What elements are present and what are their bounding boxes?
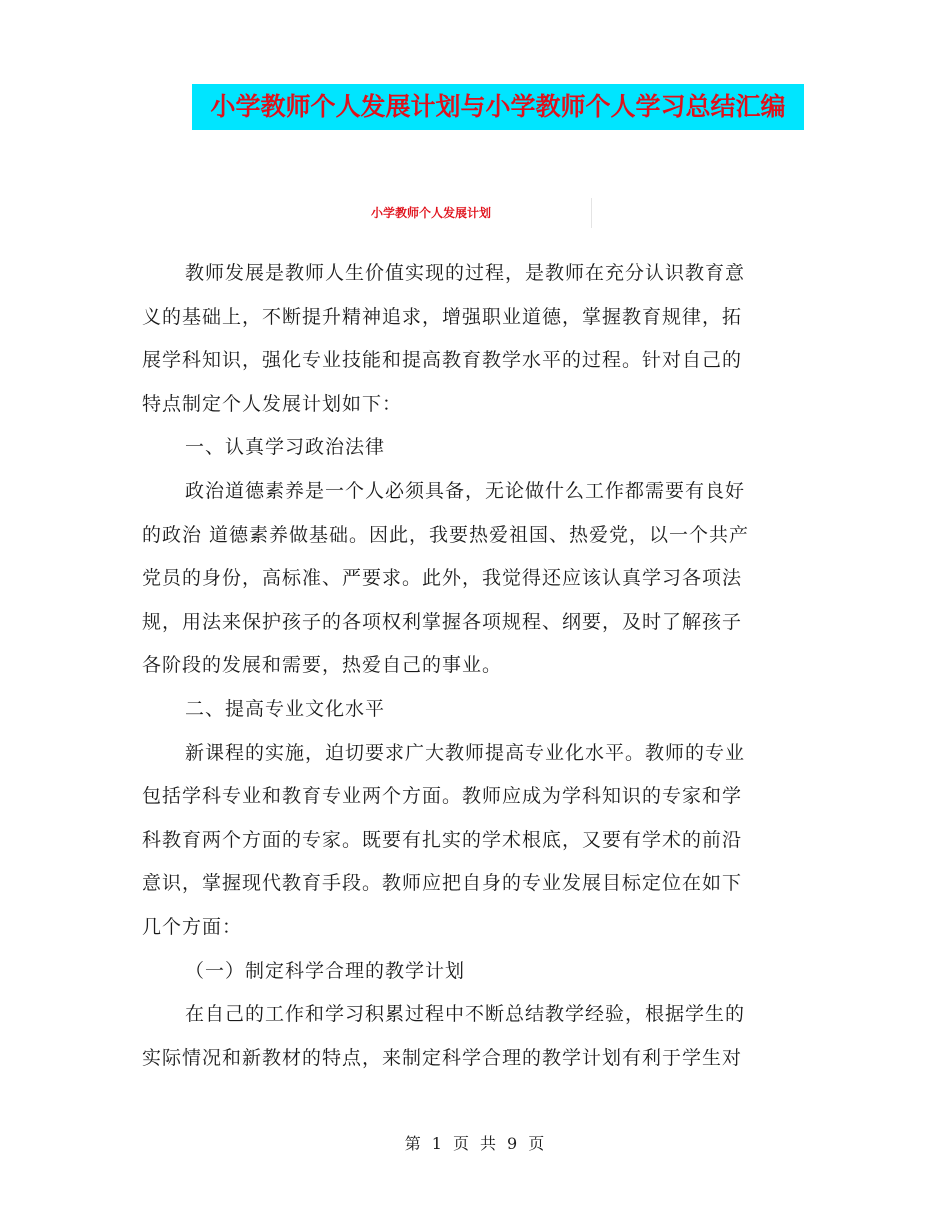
paragraph-line: 几个方面： — [142, 915, 243, 938]
heading-line: 一、认真学习政治法律 — [185, 436, 386, 459]
heading-line: （一）制定科学合理的教学计划 — [185, 959, 466, 982]
paragraph-line: 政治道德素养是一个人必须具备，无论做什么工作都需要有良好 — [185, 479, 746, 502]
paragraph-line: 义的基础上，不断提升精神追求，增强职业道德，掌握教育规律，拓 — [142, 305, 743, 328]
paragraph-line: 的政治 道德素养做基础。因此，我要热爱祖国、热爱党，以一个共产 — [142, 523, 750, 546]
document-title: 小学教师个人发展计划与小学教师个人学习总结汇编 — [210, 92, 786, 121]
paragraph-line: 意识，掌握现代教育手段。教师应把自身的专业发展目标定位在如下 — [142, 872, 743, 895]
footer-middle: 页 — [452, 1134, 470, 1153]
paragraph-line: 规，用法来保护孩子的各项权利掌握各项规程、纲要，及时了解孩子 — [142, 610, 743, 633]
section-title: 小学教师个人发展计划 — [370, 206, 491, 220]
paragraph-line: 教师发展是教师人生价值实现的过程，是教师在充分认识教育意 — [185, 262, 746, 284]
page-total: 9 — [507, 1134, 519, 1153]
paragraph-line: 包括学科专业和教育专业两个方面。教师应成为学科知识的专家和学 — [142, 785, 743, 808]
footer-total-prefix: 共 — [480, 1134, 498, 1153]
paragraph-line: 各阶段的发展和需要，热爱自己的事业。 — [142, 654, 503, 677]
paragraph-line: 展学科知识，强化专业技能和提高教育教学水平的过程。针对自己的 — [142, 349, 743, 372]
page-footer — [0, 1131, 950, 1154]
document-body — [142, 252, 802, 1080]
page-number: 1 — [431, 1134, 443, 1153]
footer-prefix: 第 — [404, 1134, 422, 1153]
paragraph-line: 在自己的工作和学习积累过程中不断总结教学经验，根据学生的 — [185, 1003, 746, 1026]
divider-line — [591, 198, 592, 228]
paragraph-line: 新课程的实施，迫切要求广大教师提高专业化水平。教师的专业 — [185, 741, 746, 764]
paragraph-line: 党员的身份，高标准、严要求。此外，我觉得还应该认真学习各项法 — [142, 567, 743, 590]
paragraph-line: 实际情况和新教材的特点，来制定科学合理的教学计划有利于学生对 — [142, 1046, 743, 1069]
paragraph-line: 特点制定个人发展计划如下： — [142, 392, 403, 415]
footer-suffix: 页 — [528, 1134, 546, 1153]
heading-line: 二、提高专业文化水平 — [185, 697, 386, 720]
paragraph-line: 科教育两个方面的专家。既要有扎实的学术根底，又要有学术的前沿 — [142, 828, 743, 851]
